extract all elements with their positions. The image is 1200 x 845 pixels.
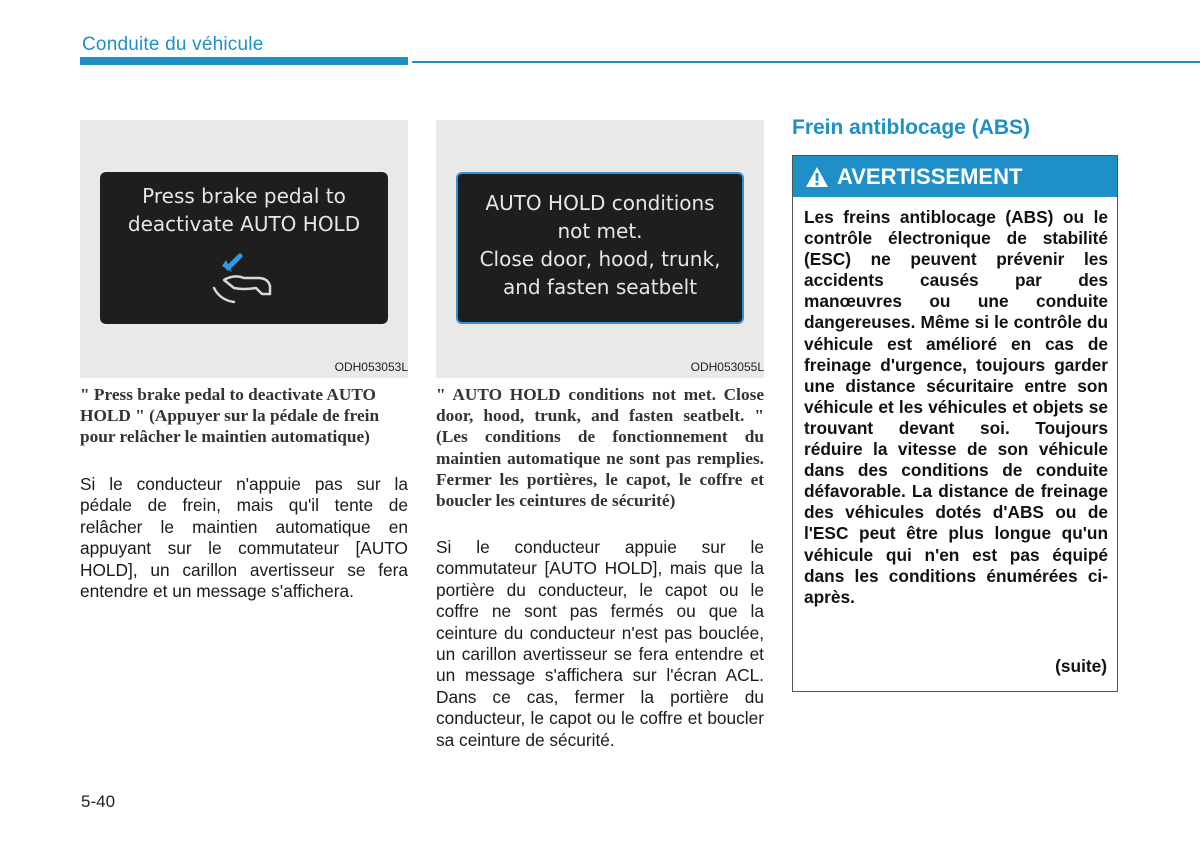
page-number: 5-40 [81,792,116,811]
screen-line: not met. [557,219,643,243]
screen-line: Close door, hood, trunk, [479,247,721,271]
screen-line: and fasten seatbelt [502,275,698,299]
header-rule-thick [80,57,408,65]
warning-title: AVERTISSEMENT [837,163,1023,189]
display-screen [456,172,744,324]
abs-heading: Frein antiblocage (ABS) [792,116,1031,139]
screen-line: Press brake pedal to [142,184,346,208]
warning-box [792,155,1118,692]
brake-pedal-icon [204,248,284,310]
header-rule-thin [412,61,1200,63]
warning-triangle-icon [805,166,829,188]
screen-line: deactivate AUTO HOLD [127,212,361,236]
body-paragraph: Si le conducteur n'appuie pas sur la pédale de frein, mais qu'il tente de relâcher le maintien automatique en appuyant sur le commutateur [AUTO HOLD], un carillon avertisseur se fera entendre et un message s'affichera. [80,474,408,602]
warning-text: Les freins antiblocage (ABS) ou le contrôle électronique de stabilité (ESC) ne peuvent prévenir les accidents causés par des manœuvres ou une conduite dangereuses. Même si le contrôle du véhicule est amélioré en cas de freinage d'urgence, toujours garder une distance sécuritaire entre son véhicule et les véhicules et objets se trouvant devant soi. Toujours réduire la vitesse de son véhicule dans des conditions de conduite défavorable. La distance de freinage des véhicules dotés d'ABS ou de l'ESC peut être plus longue qu'un véhicule qui n'en est pas équipé dans les conditions énumérées ci-après. [804,207,1108,607]
display-screen [100,172,388,324]
figure-code: ODH053053L [334,360,408,374]
screen-line: AUTO HOLD conditions [485,191,715,215]
figure-auto-hold-conditions [436,120,764,378]
section-title: Conduite du véhicule [82,34,264,55]
figure-auto-hold-pedal [80,120,408,378]
figure-code: ODH053055L [690,360,764,374]
caption-press-brake: " Press brake pedal to deactivate AUTO HOLD " (Appuyer sur la pédale de frein pour relâcher le maintien automatique) [80,385,380,447]
warning-header [793,156,1117,197]
caption-conditions-not-met: " AUTO HOLD conditions not met. Close door, hood, trunk, and fasten seatbelt. " (Les conditions de fonctionnement du maintien automatique ne sont pas remplies. Fermer les portières, le capot, le coffre et boucler les ceintures de sécurité) [436,385,764,511]
continued-label: (suite) [1055,656,1107,676]
body-paragraph: Si le conducteur appuie sur le commutateur [AUTO HOLD], mais que la portière du conducteur, le capot ou le coffre ne sont pas fermés ou que la ceinture du conducteur n'est pas bouclée, un carillon avertisseur se fera entendre et un message s'affichera sur l'écran ACL. Dans ce cas, fermer la portière du conducteur, le capot ou le coffre et boucler sa ceinture de sécurité. [436,537,764,750]
